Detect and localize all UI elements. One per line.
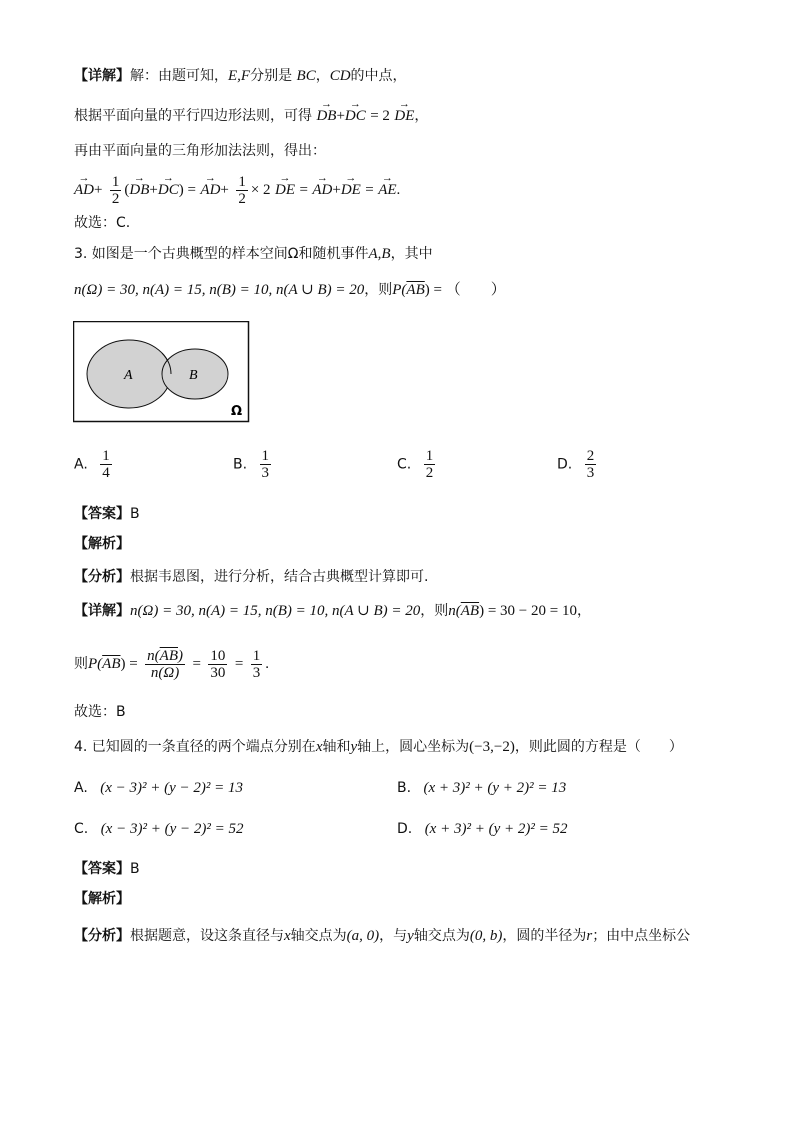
vec-db: → DB [316,106,336,126]
q3-fenxi [74,567,428,587]
detail-ab: $\overline{AB}$ [460,603,480,619]
q4-option-a [74,780,243,797]
q3-ask-ab: $\overline{AB}$ [406,282,425,298]
option-letter: C. [74,821,89,837]
q3-probability [74,640,269,688]
option-letter: D. [557,456,573,473]
q3-given [74,280,506,300]
q4-stem-text: 4. 已知圆的一条直径的两个端点分别在 [74,739,316,755]
period: . [396,182,401,198]
fenxi-text-4: 轴交点为 [413,928,470,944]
fenxi-text: 根据韦恩图，进行分析，结合古典概型计算即可. [130,569,429,585]
q3-choose [74,702,126,722]
q3-option-b: B. $\frac{1}{3}$ [233,448,270,481]
analysis-tag: 【解析】 [74,536,130,552]
q3-option-d: D. $\frac{2}{3}$ [557,448,595,481]
choose-text: 故选：C. [74,215,131,231]
detail-result: ) = 30 − 20 = 10 [479,603,577,619]
p-ab: $\overline{AB}$ [102,656,121,672]
q3-stem-text: 3. 如图是一个古典概型的样本空间Ω和随机事件 [74,246,369,262]
point-0b: (0, b) [469,928,503,944]
label-b: B [189,368,198,383]
fraction-1-3: $\frac{1}{3}$ [252,647,261,681]
sep: ， [315,68,330,84]
q4-fenxi [74,926,690,946]
detail-text-3: 的中点， [350,68,407,84]
choose-c [74,213,130,233]
detail-given: n(Ω) = 30, n(A) = 15, n(B) = 10, n(A ∪ B) = 20 [130,603,421,619]
detail-text-2: 分别是 [250,68,293,84]
q4-x: x [315,739,323,755]
q4-y: y [350,739,358,755]
detail-text: 解：由题可知， [130,68,228,84]
close-paren-eq: ) = [178,182,196,198]
vec-db: → DB [129,172,149,208]
plus: + [332,182,341,198]
option-eq: (x + 3)² + (y + 2)² = 52 [424,821,568,837]
math-ef: E,F [228,68,251,84]
math-y: y [407,928,414,944]
q3-ask-p: P( [392,282,407,298]
q3-ask-post: ) = （ ） [424,282,506,298]
open-paren: ( [124,182,130,198]
q4-stem [74,737,683,757]
p-pre: P( [88,656,103,672]
option-letter: A. [74,456,88,473]
option-letter: A. [74,780,88,796]
q3-stem [74,244,433,264]
fenxi-text-5: ，圆的半径为 [502,928,587,944]
answer-value: B [130,506,140,522]
vec-ad: → AD [74,172,94,208]
option-letter: B. [233,456,248,473]
q4-option-c [74,821,243,838]
plus: + [336,108,345,124]
plus: + [149,182,158,198]
q3-detail [74,601,591,621]
label-a: A [124,368,133,383]
fraction-10-30: $\frac{10}{30}$ [210,647,226,681]
vec-de: → DE [394,106,414,126]
q4-end: ，则此圆的方程是（ ） [514,739,683,755]
detail-line-3 [74,141,326,161]
fenxi-text-6: ；由中点坐标公 [592,928,691,944]
q4-analysis-heading [74,889,130,909]
fenxi-tag: 【分析】 [74,928,130,944]
detail-tag: 【详解】 [74,68,130,84]
q4-option-b [397,780,566,797]
math-cd: CD [329,68,351,84]
venn-diagram [73,321,250,423]
fraction-half: $\frac{1}{2}$ [238,173,246,207]
fenxi-text-1: 根据题意，设这条直径与 [130,928,284,944]
q3-given-math: n(Ω) = 30, n(A) = 15, n(B) = 10, n(A ∪ B) = 20 [74,282,365,298]
detail-end: ， [576,603,591,619]
math-bc: BC [296,68,316,84]
analysis-tag: 【解析】 [74,891,130,907]
detail-tag: 【详解】 [74,603,130,619]
choose-text: 故选：B [74,704,126,720]
vec-ad: → AD [312,172,332,208]
detail-n: n( [448,603,461,619]
q4-center: (−3,−2) [469,739,515,755]
vector-equation [74,172,400,208]
equals-two: = 2 [370,108,390,124]
vec-ad: → AD [200,172,220,208]
p-eq: ) = [120,656,138,672]
plus: + [220,182,229,198]
period: . [265,656,269,672]
q4-option-d [397,821,567,838]
vec-ae: → AE [378,172,396,208]
option-eq: (x + 3)² + (y + 2)² = 13 [423,780,567,796]
q3-stem-end: ，其中 [390,246,433,262]
answer-value: B [130,861,140,877]
fraction-half: $\frac{1}{2}$ [111,173,120,207]
q3-option-a: A. $\frac{1}{4}$ [74,448,110,481]
detail-line-1 [74,66,407,86]
label-omega: Ω [231,404,243,419]
fenxi-tag: 【分析】 [74,569,130,585]
fenxi-text-3: ，与 [379,928,408,944]
comma: ， [414,108,429,124]
detail-line-2 [74,106,428,126]
rule-text: 根据平面向量的平行四边形法则，可得 [74,108,312,124]
vec-de: → DE [275,172,295,208]
fraction-n-ab-over-n-omega: $\frac{n(\overline{AB})}{n(\Omega)}$ [147,647,183,681]
vec-dc: → DC [158,172,179,208]
q4-mid1: 轴和 [322,739,351,755]
option-letter: C. [397,456,412,473]
math-x: x [284,928,291,944]
option-letter: D. [397,821,413,837]
equals: = [234,656,244,672]
answer-tag: 【答案】 [74,506,130,522]
times-two: × 2 [250,182,271,198]
q3-analysis-heading [74,534,130,554]
vec-de: → DE [341,172,361,208]
equals: = [365,182,374,198]
plus: + [94,182,103,198]
option-letter: B. [397,780,412,796]
fenxi-text-2: 轴交点为 [290,928,347,944]
equals: = [192,656,201,672]
q3-option-c: C. $\frac{1}{2}$ [397,448,434,481]
point-a0: (a, 0) [346,928,380,944]
vec-dc: → DC [345,106,366,126]
detail-mid: ，则 [420,603,449,619]
option-eq: (x − 3)² + (y − 2)² = 52 [100,821,244,837]
q3-events: A,B [368,246,391,262]
q3-ask-pre: ，则 [364,282,393,298]
q3-answer [74,504,140,524]
q4-mid2: 轴上，圆心坐标为 [357,739,470,755]
then: 则 [74,656,88,672]
option-eq: (x − 3)² + (y − 2)² = 13 [100,780,244,796]
triangle-rule-text: 再由平面向量的三角形加法法则，得出： [74,143,326,159]
equals: = [299,182,308,198]
answer-tag: 【答案】 [74,861,130,877]
q4-answer [74,859,140,879]
math-r: r [586,928,593,944]
